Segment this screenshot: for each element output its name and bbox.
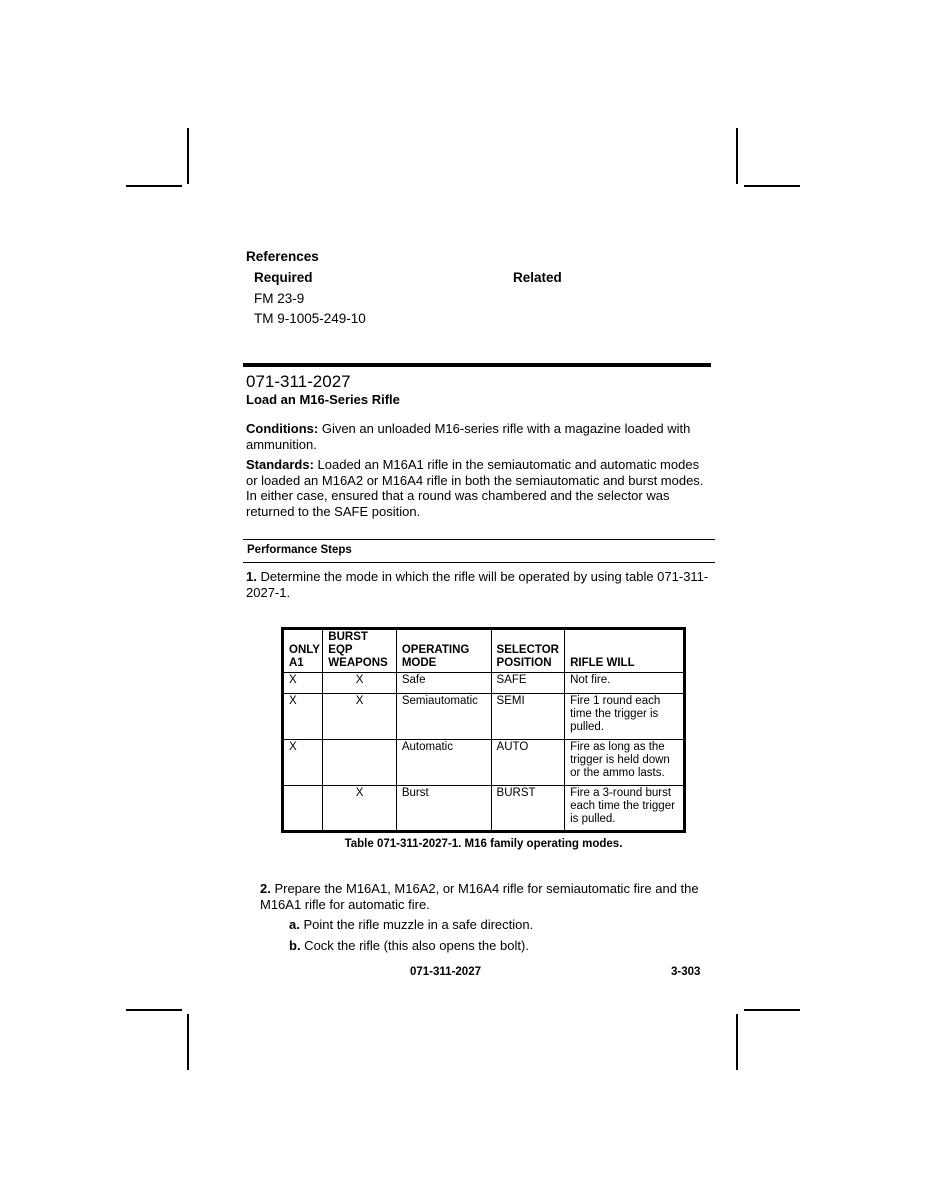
cell-burst: X — [323, 694, 397, 740]
cell-rifle-will: Not fire. — [565, 673, 685, 694]
references-related-label: Related — [513, 270, 562, 285]
step-2a-text: Point the rifle muzzle in a safe direction. — [299, 917, 534, 932]
header-only-a1: ONLY A1 — [283, 629, 323, 673]
footer-task-code: 071-311-2027 — [410, 966, 481, 978]
reference-item: FM 23-9 — [254, 291, 305, 306]
cell-mode: Burst — [396, 786, 491, 832]
cell-a1 — [283, 786, 323, 832]
crop-mark-bottom-left-vertical — [187, 1014, 189, 1070]
cell-selector: BURST — [491, 786, 565, 832]
standards-paragraph — [246, 457, 711, 519]
crop-mark-bottom-right-horizontal — [744, 1009, 800, 1011]
header-rifle-will: RIFLE WILL — [565, 629, 685, 673]
crop-mark-top-left-horizontal — [126, 185, 182, 187]
performance-steps-heading: Performance Steps — [247, 544, 352, 556]
step-1-text: Determine the mode in which the rifle will be operated by using table 071-311-2027-1. — [246, 569, 709, 600]
step-1 — [246, 569, 711, 600]
table-row — [283, 694, 685, 740]
crop-mark-top-right-vertical — [736, 128, 738, 184]
cell-burst: X — [323, 673, 397, 694]
cell-rifle-will: Fire 1 round each time the trigger is pulled. — [565, 694, 685, 740]
reference-item: TM 9-1005-249-10 — [254, 311, 366, 326]
step-2b-text: Cock the rifle (this also opens the bolt). — [300, 938, 529, 953]
cell-selector: SAFE — [491, 673, 565, 694]
header-selector-position: SELECTOR POSITION — [491, 629, 565, 673]
performance-rule-top — [243, 539, 715, 540]
crop-mark-bottom-left-horizontal — [126, 1009, 182, 1011]
section-divider — [243, 363, 711, 367]
cell-rifle-will: Fire as long as the trigger is held down or the ammo lasts. — [565, 740, 685, 786]
step-2a-label: a. — [289, 917, 300, 932]
step-2-text: Prepare the M16A1, M16A2, or M16A4 rifle for semiautomatic fire and the M16A1 rifle for automatic fire. — [260, 881, 699, 912]
table-caption: Table 071-311-2027-1. M16 family operating modes. — [344, 838, 623, 850]
cell-selector: SEMI — [491, 694, 565, 740]
conditions-paragraph — [246, 421, 711, 452]
footer-page-number: 3-303 — [671, 966, 701, 978]
references-heading: References — [246, 249, 319, 264]
step-2 — [260, 881, 712, 912]
table-row — [283, 786, 685, 832]
table-row — [283, 673, 685, 694]
cell-a1: X — [283, 740, 323, 786]
operating-modes-table — [281, 627, 686, 833]
performance-rule-bottom — [243, 562, 715, 563]
step-2b-label: b. — [289, 938, 301, 953]
cell-a1: X — [283, 694, 323, 740]
conditions-text: Given an unloaded M16-series rifle with a magazine loaded with ammunition. — [246, 421, 691, 452]
cell-burst — [323, 740, 397, 786]
crop-mark-top-left-vertical — [187, 128, 189, 184]
cell-selector: AUTO — [491, 740, 565, 786]
step-2a — [289, 917, 533, 932]
crop-mark-bottom-right-vertical — [736, 1014, 738, 1070]
cell-burst: X — [323, 786, 397, 832]
cell-mode: Safe — [396, 673, 491, 694]
standards-text: Loaded an M16A1 rifle in the semiautomatic and automatic modes or loaded an M16A2 or M16A4 rifle in both the semiautomatic and burst modes. In either case, ensured that a round was chambered and the selector was returned to the SAFE position. — [246, 457, 704, 519]
header-operating-mode: OPERATING MODE — [396, 629, 491, 673]
cell-a1: X — [283, 673, 323, 694]
step-1-number: 1. — [246, 569, 257, 584]
table-header-row — [283, 629, 685, 673]
table-row — [283, 740, 685, 786]
task-title: Load an M16-Series Rifle — [246, 392, 400, 407]
cell-mode: Semiautomatic — [396, 694, 491, 740]
cell-mode: Automatic — [396, 740, 491, 786]
step-2-number: 2. — [260, 881, 271, 896]
cell-rifle-will: Fire a 3-round burst each time the trigger is pulled. — [565, 786, 685, 832]
references-required-label: Required — [254, 270, 313, 285]
header-burst-eqp: BURST EQP WEAPONS — [323, 629, 397, 673]
standards-label: Standards: — [246, 457, 314, 472]
crop-mark-top-right-horizontal — [744, 185, 800, 187]
step-2b — [289, 938, 529, 953]
task-number: 071-311-2027 — [246, 372, 351, 391]
conditions-label: Conditions: — [246, 421, 319, 436]
